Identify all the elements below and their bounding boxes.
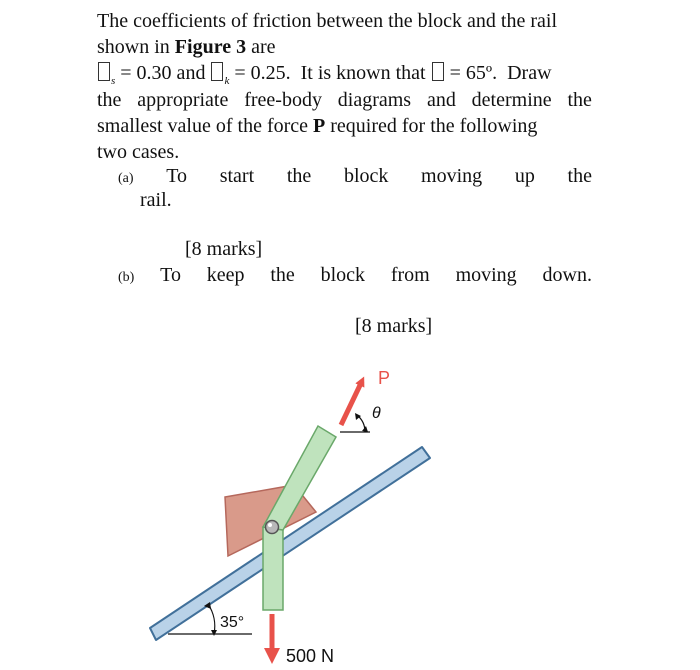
mu-k-subscript: k [224, 75, 230, 87]
pin-highlight [268, 523, 272, 527]
theta-label: θ [372, 405, 381, 422]
marks-label: [8 marks] [185, 238, 263, 260]
problem-text: It is known that [300, 62, 431, 84]
angle-arrowhead-icon [211, 630, 217, 636]
word: down. [542, 264, 592, 286]
part-b-label: (b) [118, 270, 135, 285]
word: moving [421, 165, 483, 187]
problem-text: shown in [97, 36, 175, 58]
weight-arrowhead-icon [264, 648, 280, 664]
word: To [160, 264, 181, 286]
word: block [320, 264, 366, 286]
theta-value: = 65º. [444, 62, 498, 84]
problem-text: Draw [507, 62, 552, 84]
angle-label: 35° [220, 614, 245, 631]
problem-text: are [246, 36, 276, 58]
word: the [97, 89, 122, 111]
word: up [514, 165, 535, 187]
word: the [286, 165, 312, 187]
word: determine [471, 89, 552, 111]
word: the [567, 89, 592, 111]
problem-text: required for the following [325, 115, 538, 137]
pin-joint [266, 521, 279, 534]
vertical-arm [263, 527, 283, 610]
force-p-label: P [378, 368, 391, 388]
word: start [219, 165, 255, 187]
word: keep [206, 264, 245, 286]
marks-label: [8 marks] [355, 315, 433, 337]
weight-label: 500 N [286, 646, 335, 666]
word: the [567, 165, 592, 187]
part-a-text: rail. [140, 189, 172, 211]
figure-reference: Figure 3 [174, 36, 247, 58]
mu-k-value: = 0.25. [229, 62, 291, 84]
mu-s-subscript: s [111, 75, 116, 87]
word: free-body [244, 89, 322, 111]
word: To [166, 165, 188, 187]
problem-text: The coefficients of friction between the block and the rail [97, 10, 557, 32]
word: diagrams [337, 89, 412, 111]
word: and [426, 89, 456, 111]
angle-arc [208, 604, 215, 634]
force-p-arrow [341, 381, 362, 425]
problem-text: smallest value of the force [97, 115, 314, 137]
word: moving [455, 264, 517, 286]
word: the [270, 264, 295, 286]
word: appropriate [137, 89, 229, 111]
word: from [390, 264, 430, 286]
word: block [343, 165, 389, 187]
force-symbol: P [313, 115, 326, 137]
mu-s-value: = 0.30 and [115, 62, 211, 84]
part-a-label: (a) [118, 171, 134, 186]
problem-text: two cases. [97, 141, 180, 163]
